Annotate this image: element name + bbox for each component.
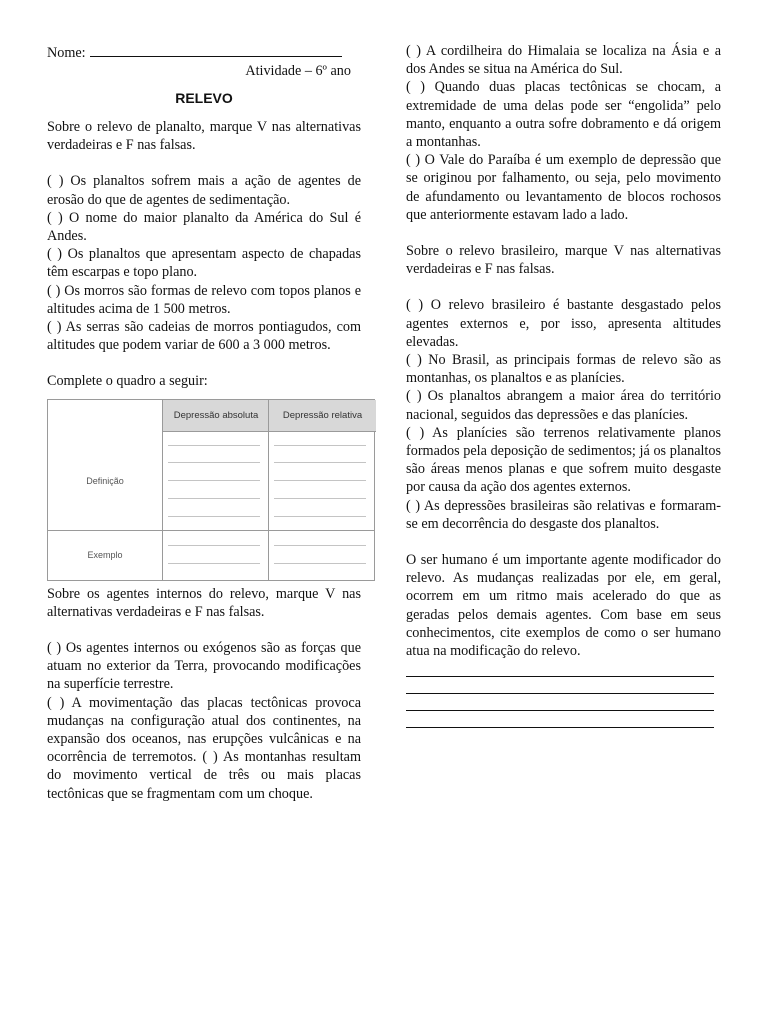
table-writing-line[interactable] [168,498,260,499]
table-writing-line[interactable] [168,516,260,517]
brasil-item: ( ) Os planaltos abrangem a maior área do território nacional, seguidos das depressões e das planícies. [406,388,721,423]
answer-line[interactable] [406,677,714,694]
tectonic-item: ( ) O Vale do Paraíba é um exemplo de depressão que se originou por falhamento, ou seja, pelo movimento de afundamento ou levantamento de blocos rochosos que anteriormente estavam lado a lado. [406,152,721,223]
answer-line[interactable] [406,694,714,711]
name-label: Nome: [47,45,86,61]
table-writing-line[interactable] [274,445,366,446]
human-agent-question: O ser humano é um importante agente modificador do relevo. As mudanças realizadas por ele, em geral, ocorrem em um ritmo mais acelerado do que as geradas pelos demais agentes. Com base em seus conhecimentos, cite exemplos de como o ser humano atua na modificação do relevo. [406,552,721,660]
table-writing-line[interactable] [274,545,366,546]
answer-line[interactable] [406,660,714,677]
brasil-intro: Sobre o relevo brasileiro, marque V nas alternativas verdadeiras e F nas falsas. [406,243,721,278]
planalto-item: ( ) Os planaltos sofrem mais a ação de agentes de erosão do que de agentes de sedimentação. [47,173,361,208]
activity-label: Atividade – 6º ano [245,63,351,79]
table-writing-line[interactable] [168,462,260,463]
complete-instruction: Complete o quadro a seguir: [47,373,208,390]
table-writing-line[interactable] [274,516,366,517]
table-writing-line[interactable] [168,563,260,564]
table-writing-line[interactable] [274,563,366,564]
planalto-item: ( ) As serras são cadeias de morros pontiagudos, com altitudes que podem variar de 600 a 3 000 metros. [47,319,361,354]
table-row-label-exemplo: Exemplo [87,549,123,560]
brasil-item: ( ) No Brasil, as principais formas de relevo são as montanhas, os planaltos e as planícies. [406,352,721,387]
table-header-relativa: Depressão relativa [268,400,376,432]
table-writing-line[interactable] [274,480,366,481]
left-column [47,42,361,803]
planalto-item: ( ) Os planaltos que apresentam aspecto de chapadas têm escarpas e topo plano. [47,246,361,281]
right-column [406,42,721,728]
name-field[interactable] [90,42,342,57]
table-writing-line[interactable] [168,445,260,446]
planalto-item: ( ) O nome do maior planalto da América do Sul é Andes. [47,209,361,245]
planalto-intro: Sobre o relevo de planalto, marque V nas alternativas verdadeiras e F nas falsas. [47,119,361,154]
tectonic-item: ( ) Quando duas placas tectônicas se chocam, a extremidade de uma delas pode ser “engolida” pelo manto, enquanto a outra sofre dobramento e dá origem a montanhas. [406,79,721,151]
internos-intro: Sobre os agentes internos do relevo, marque V nas alternativas verdadeiras e F nas falsas. [47,585,361,620]
brasil-item: ( ) As depressões brasileiras são relativas e formaram-se em decorrência do desgaste dos planaltos. [406,497,721,532]
internos-item: ( ) Os agentes internos ou exógenos são as forças que atuam no exterior da Terra, provocando modificações na superfície terrestre. [47,640,361,693]
table-header-absoluta: Depressão absoluta [162,400,269,432]
table-row-label-definicao: Definição [86,475,124,486]
name-row [47,42,361,62]
internos-item: ( ) A movimentação das placas tectônicas provoca mudanças na configuração atual dos continentes, na expansão dos oceanos, nas erupções vulcânicas e na ocorrência de terremotos. ( ) As montanhas resultam do movimento vertical de três ou mais placas tectônicas que se fragmentam com um choque. [47,694,361,802]
brasil-item: ( ) As planícies são terrenos relativamente planos formados pela deposição de sedimentos; já os planaltos são áreas menos planas e que sofrem muito desgaste por causa da ação dos agentes externos. [406,424,721,496]
page-title: RELEVO [175,90,233,106]
table-writing-line[interactable] [168,545,260,546]
planalto-item: ( ) Os morros são formas de relevo com topos planos e altitudes acima de 1 500 metros. [47,282,361,317]
table-writing-line[interactable] [274,498,366,499]
answer-line[interactable] [406,711,714,728]
tectonic-item: ( ) A cordilheira do Himalaia se localiza na Ásia e a dos Andes se situa na América do Sul. [406,43,721,78]
brasil-item: ( ) O relevo brasileiro é bastante desgastado pelos agentes externos e, por isso, apresenta altitudes elevadas. [406,297,721,350]
table-writing-line[interactable] [168,480,260,481]
depression-table [47,399,375,581]
table-writing-line[interactable] [274,462,366,463]
